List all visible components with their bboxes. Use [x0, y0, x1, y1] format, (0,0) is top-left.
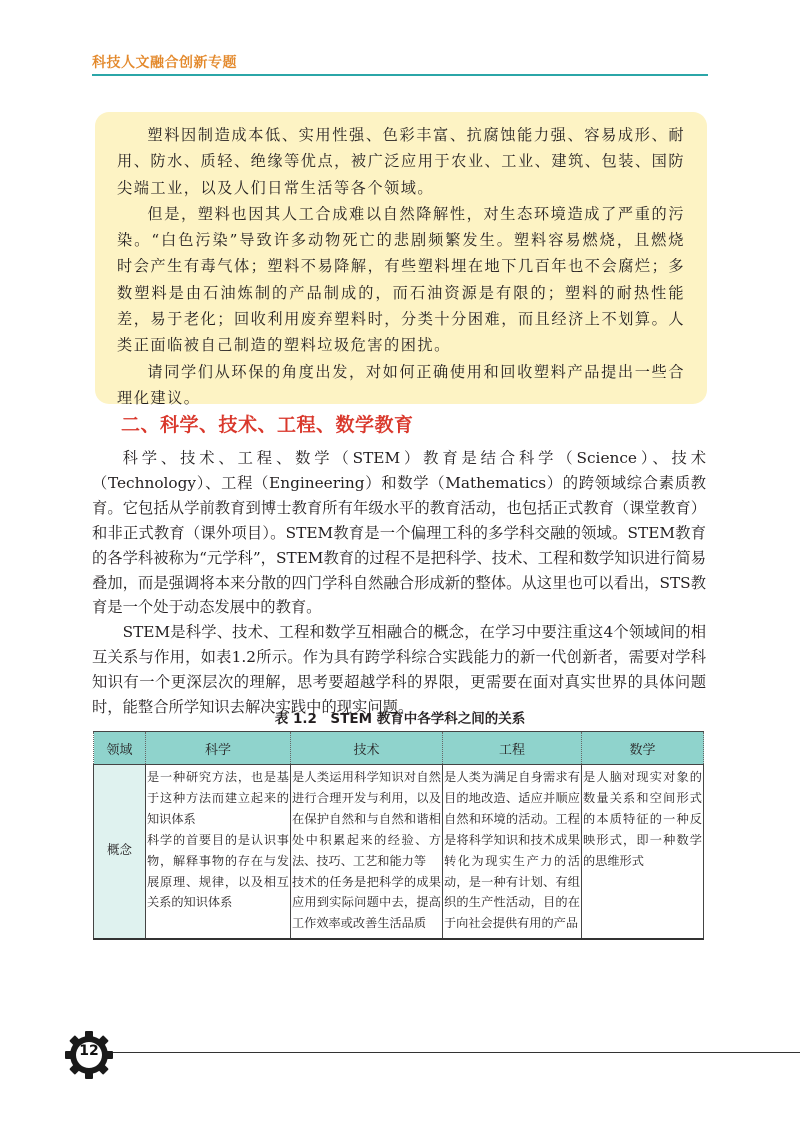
note-paragraph: 塑料因制造成本低、实用性强、色彩丰富、抗腐蚀能力强、容易成形、耐用、防水、质轻、绝缘等优点，被广泛应用于农业、工业、建筑、包装、国防尖端工业，以及人们日常生活等各个领域。 — [117, 126, 685, 197]
running-header-title: 科技人文融合创新专题 — [92, 55, 237, 71]
footer-rule — [112, 1052, 800, 1053]
cell-field-concept: 概念 — [94, 765, 146, 940]
body-text — [92, 446, 706, 720]
body-paragraph: STEM是科学、技术、工程和数学互相融合的概念，在学习中要注重这4个领域间的相互关系与作用，如表1.2所示。作为具有跨学科综合实践能力的新一代创新者，需要对学科知识有一个更深层次的理解，思考要超越学科的界限，更需要在面对真实世界的具体问题时，能整合所学知识去解决实践中的现实问题。 — [92, 623, 706, 717]
header-cell-engineering: 工程 — [443, 732, 582, 765]
header-rule — [92, 74, 708, 76]
cell-math: 是人脑对现实对象的数量关系和空间形式的本质特征的一种反映形式，即一种数学的思维形式 — [582, 765, 704, 940]
page-number: 12 — [79, 1043, 99, 1059]
table-row — [94, 765, 704, 940]
reading-note-box — [95, 112, 707, 407]
note-paragraph: 但是，塑料也因其人工合成难以自然降解性，对生态环境造成了严重的污染。“白色污染”导致许多动物死亡的悲剧频繁发生。塑料容易燃烧，且燃烧时会产生有毒气体；塑料不易降解，有些塑料埋在地下几百年也不会腐烂；多数塑料是由石油炼制的产品制成的，而石油资源是有限的；塑料的耐热性能差，易于老化；回收利用废弃塑料时，分类十分困难，而且经济上不划算。人类正面临被自己制造的塑料垃圾危害的困扰。 — [117, 204, 685, 355]
header-cell-technology: 技术 — [291, 732, 443, 765]
cell-science: 是一种研究方法，也是基于这种方法而建立起来的知识体系 科学的首要目的是认识事物，解释事物的存在与发展原理、规律，以及相互关系的知识体系 — [146, 765, 291, 940]
note-paragraph: 请同学们从环保的角度出发，对如何正确使用和回收塑料产品提出一些合理化建议。 — [117, 362, 685, 407]
header-cell-field: 领域 — [94, 732, 146, 765]
cell-engineering: 是人类为满足自身需求有目的地改造、适应并顺应自然和环境的活动。工程是将科学知识和技术成果转化为现实生产力的活动，是一种有计划、有组织的生产性活动，目的在于向社会提供有用的产品 — [443, 765, 582, 940]
cell-technology: 是人类运用科学知识对自然进行合理开发与利用，以及在保护自然和与自然和谐相处中积累起来的经验、方法、技巧、工艺和能力等 技术的任务是把科学的成果应用到实际问题中去，提高工作效率或改善生活品质 — [291, 765, 443, 940]
table-caption: 表 1.2 STEM 教育中各学科之间的关系 — [274, 711, 526, 727]
header-cell-math: 数学 — [582, 732, 704, 765]
table-header-row — [94, 732, 704, 765]
header-cell-science: 科学 — [146, 732, 291, 765]
section-heading: 二、科学、技术、工程、数学教育 — [121, 414, 414, 436]
stem-relations-table — [93, 731, 704, 940]
body-paragraph: 科学、技术、工程、数学（STEM）教育是结合科学（Science）、技术（Technology）、工程（Engineering）和数学（Mathematics）的跨领域综合素质教育。它包括从学前教育到博士教育所有年级水平的教育活动，也包括正式教育（课堂教育）和非正式教育（课外项目）。STEM教育是一个偏理工科的多学科交融的领域。STEM教育的各学科被称为“元学科”，STEM教育的过程不是把科学、技术、工程和数学知识进行简易叠加，而是强调将本来分散的四门学科自然融合形成新的整体。从这里也可以看出，STS教育是一个处于动态发展中的教育。 — [92, 449, 707, 617]
